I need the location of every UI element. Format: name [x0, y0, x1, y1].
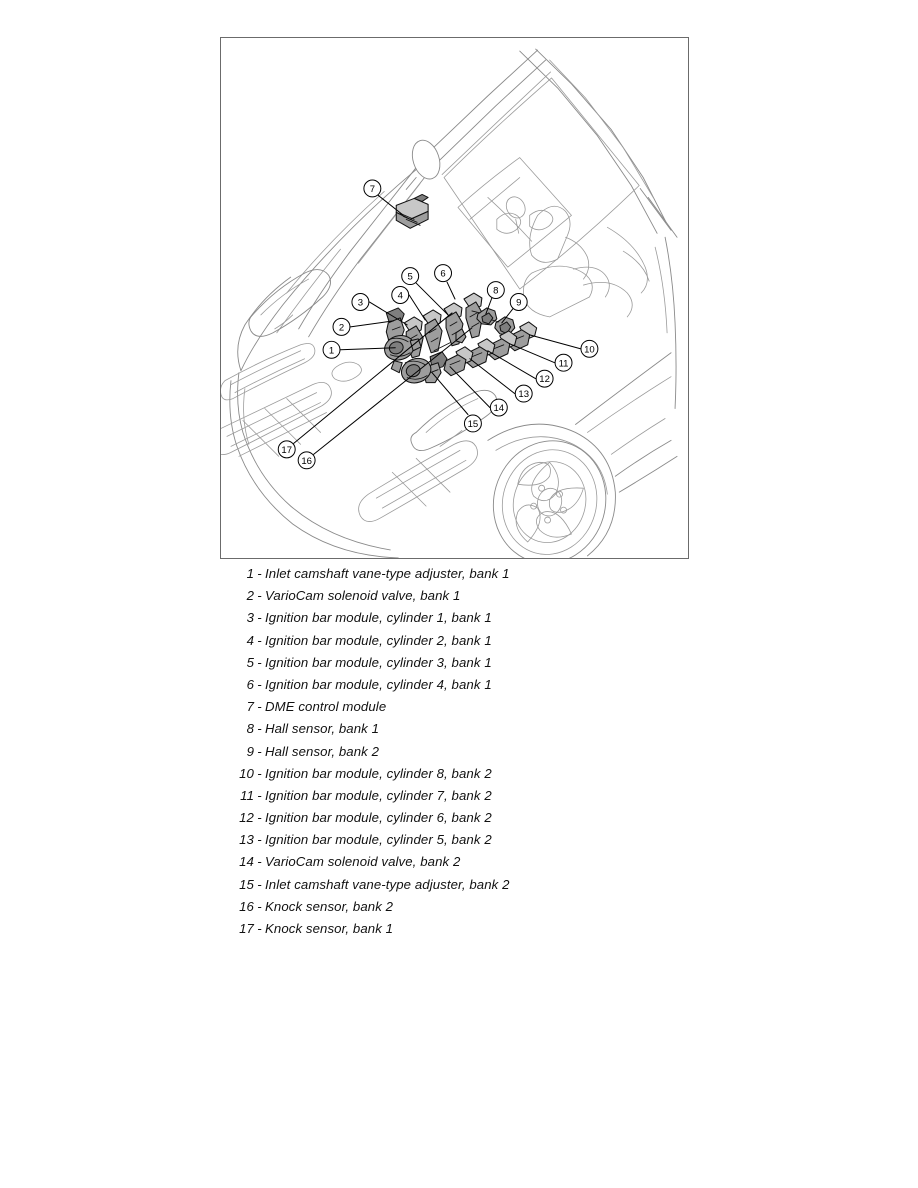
legend-separator: - [257, 588, 262, 604]
vehicle-component-location-diagram [221, 38, 688, 558]
leader-line-4 [409, 295, 425, 320]
legend-separator: - [257, 654, 262, 670]
legend-separator: - [257, 765, 262, 781]
callout-number: 2 [338, 322, 345, 334]
legend-number: 15 [239, 876, 254, 892]
leader-line-10 [530, 335, 581, 349]
ignition-bar-module-cyl-2-bank-1 [423, 310, 442, 353]
legend-item-9 [220, 744, 690, 766]
callout-10[interactable] [581, 340, 598, 357]
legend-number: 6 [246, 676, 254, 692]
callout-15[interactable] [464, 415, 481, 432]
legend-label: Hall sensor, bank 1 [265, 721, 380, 737]
legend-item-7 [220, 699, 690, 721]
callout-number: 16 [301, 455, 312, 467]
legend-number: 7 [246, 699, 254, 715]
callout-number: 11 [558, 358, 569, 370]
legend-separator: - [257, 743, 262, 759]
legend-number: 3 [246, 610, 254, 626]
legend-separator: - [257, 721, 262, 737]
legend-separator: - [257, 699, 262, 715]
callout-5[interactable] [402, 268, 419, 285]
legend-number: 17 [239, 921, 254, 936]
callout-7[interactable] [364, 180, 381, 197]
leader-line-12 [488, 351, 536, 379]
legend-item-1 [220, 566, 690, 588]
legend-item-12 [220, 810, 690, 832]
callout-6[interactable] [435, 265, 452, 282]
legend-label: Ignition bar module, cylinder 2, bank 1 [265, 632, 492, 648]
callout-number: 6 [440, 268, 446, 280]
legend-label: Ignition bar module, cylinder 4, bank 1 [265, 676, 492, 692]
callout-8[interactable] [487, 282, 504, 299]
legend-item-2 [220, 588, 690, 610]
legend-item-15 [220, 877, 690, 899]
callout-number: 17 [281, 444, 293, 456]
legend-number: 2 [246, 588, 254, 604]
callout-16[interactable] [298, 452, 315, 469]
callout-number: 9 [516, 297, 522, 309]
ignition-bar-module-cyl-5-bank-2 [444, 347, 473, 376]
legend-separator: - [257, 787, 262, 803]
legend-item-16 [220, 899, 690, 921]
callout-number: 7 [369, 184, 376, 196]
callout-4[interactable] [392, 287, 409, 304]
legend-item-8 [220, 721, 690, 743]
legend-number: 11 [240, 787, 254, 803]
figure-legend [220, 566, 690, 943]
callout-number: 3 [357, 297, 364, 309]
callout-number: 8 [493, 285, 499, 297]
legend-item-11 [220, 788, 690, 810]
vehicle-body-outline [221, 49, 677, 558]
callout-9[interactable] [510, 294, 527, 311]
callout-number: 1 [328, 345, 335, 357]
leader-line-11 [510, 344, 555, 363]
legend-item-4 [220, 633, 690, 655]
legend-separator: - [257, 854, 262, 870]
legend-label: Ignition bar module, cylinder 5, bank 2 [265, 832, 492, 848]
legend-label: VarioCam solenoid valve, bank 1 [265, 588, 461, 604]
callout-17[interactable] [278, 441, 295, 458]
legend-separator: - [257, 832, 262, 848]
legend-number: 14 [239, 854, 254, 870]
legend-item-5 [220, 655, 690, 677]
callout-number: 14 [493, 403, 505, 415]
legend-label: Ignition bar module, cylinder 8, bank 2 [265, 765, 492, 781]
dme-control-module [396, 194, 428, 228]
legend-number: 4 [246, 632, 254, 648]
callout-13[interactable] [515, 385, 532, 402]
callout-3[interactable] [352, 294, 369, 311]
legend-item-14 [220, 854, 690, 876]
legend-label: Hall sensor, bank 2 [265, 743, 380, 759]
legend-number: 13 [239, 832, 254, 848]
legend-separator: - [257, 898, 262, 914]
callout-11[interactable] [555, 354, 572, 371]
legend-label: Inlet camshaft vane-type adjuster, bank 1 [265, 566, 510, 581]
legend-label: DME control module [265, 699, 387, 715]
callout-14[interactable] [490, 399, 507, 416]
legend-separator: - [257, 876, 262, 892]
legend-number: 16 [239, 898, 254, 914]
legend-separator: - [257, 610, 262, 626]
legend-label: Ignition bar module, cylinder 1, bank 1 [265, 610, 492, 626]
legend-number: 5 [246, 654, 254, 670]
callout-number: 12 [539, 374, 550, 386]
legend-label: Ignition bar module, cylinder 3, bank 1 [265, 654, 492, 670]
legend-label: Knock sensor, bank 1 [265, 921, 394, 936]
leader-line-6 [447, 282, 455, 299]
callout-number: 10 [584, 344, 595, 356]
legend-label: Ignition bar module, cylinder 6, bank 2 [265, 810, 492, 826]
legend-number: 8 [246, 721, 254, 737]
callout-number: 13 [518, 389, 530, 401]
callout-number: 5 [407, 271, 413, 283]
legend-number: 10 [239, 765, 254, 781]
legend-item-10 [220, 766, 690, 788]
legend-separator: - [257, 676, 262, 692]
legend-item-17 [220, 921, 690, 943]
legend-item-13 [220, 832, 690, 854]
callout-number: 4 [397, 290, 403, 302]
callout-2[interactable] [333, 318, 350, 335]
legend-separator: - [257, 632, 262, 648]
legend-separator: - [257, 810, 262, 826]
legend-separator: - [257, 921, 262, 936]
callout-number: 15 [467, 419, 479, 431]
legend-label: Knock sensor, bank 2 [265, 898, 394, 914]
legend-number: 12 [239, 810, 254, 826]
callout-12[interactable] [536, 370, 553, 387]
legend-label: Inlet camshaft vane-type adjuster, bank 2 [265, 876, 510, 892]
legend-label: VarioCam solenoid valve, bank 2 [265, 854, 461, 870]
legend-separator: - [257, 566, 262, 581]
leader-line-13 [470, 359, 515, 394]
leader-line-2 [350, 321, 393, 327]
legend-item-6 [220, 677, 690, 699]
legend-label: Ignition bar module, cylinder 7, bank 2 [265, 787, 492, 803]
legend-number: 1 [246, 566, 254, 581]
illustration-frame [220, 37, 689, 559]
legend-number: 9 [246, 743, 254, 759]
legend-item-3 [220, 610, 690, 632]
callout-1[interactable] [323, 341, 340, 358]
